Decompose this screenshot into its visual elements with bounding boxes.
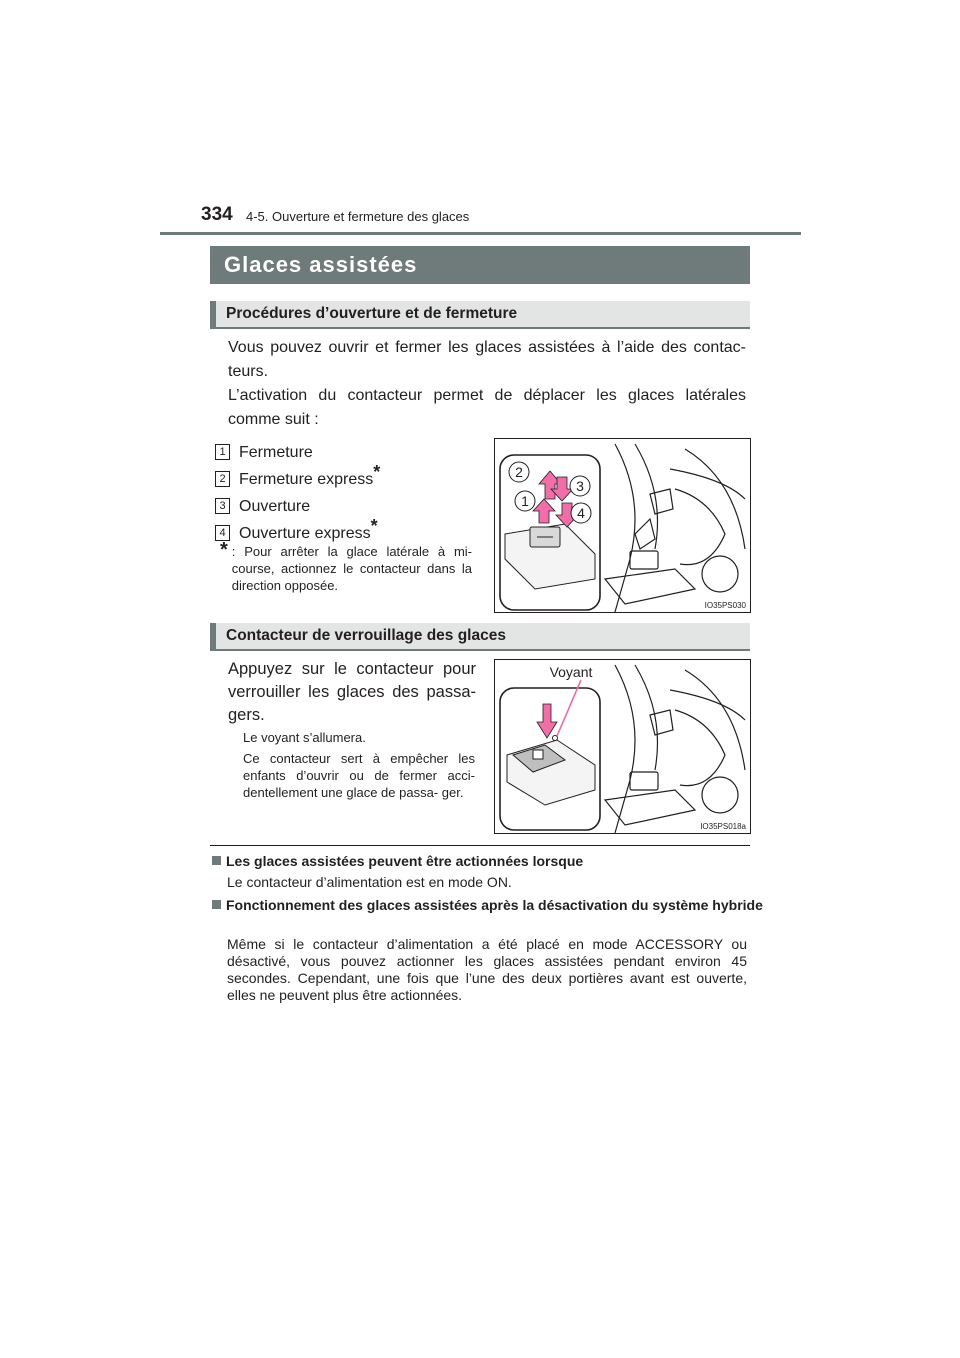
lock-heading: Contacteur de verrouillage des glaces [226, 627, 506, 644]
section-title-bar [210, 246, 750, 284]
item-label: Fermeture express [239, 471, 374, 488]
lock-note-2: Ce contacteur sert à empêcher les enfants d’ouvrir ou de fermer acci- dentellement une glace de passa- ger. [243, 751, 475, 800]
procedures-heading: Procédures d’ouverture et de fermeture [226, 305, 518, 322]
figure-code: IO35PS018a [700, 822, 746, 831]
lock-heading-bar [210, 623, 750, 651]
figure-window-switch [494, 438, 751, 613]
callout-label: 2 [515, 464, 523, 480]
figure-illustration [495, 660, 750, 833]
note-heading: Les glaces assistées peuvent être actionnées lorsque [212, 853, 765, 870]
footnote [220, 539, 472, 594]
procedures-intro-1: Vous pouvez ouvrir et fermer les glaces assistées à l’aide des contac- teurs. [228, 339, 746, 380]
note-heading: Fonctionnement des glaces assistées après la désactivation du système hybride [212, 897, 765, 914]
note-body: Même si le contacteur d’alimentation a été placé en mode ACCESSORY ou désactivé, vous pouvez actionner les glaces assistées pendant environ 45 secondes. Cependant, une fois que l’une des deux portières avant est ouverte, elles ne peuvent plus être actionnées. [227, 936, 747, 1003]
chapter-title: 4-5. Ouverture et fermeture des glaces [246, 209, 470, 224]
callout-label: 1 [521, 493, 529, 509]
footnote-mark: * [220, 539, 228, 561]
figure-lock-switch [494, 659, 751, 834]
square-bullet-icon [212, 900, 221, 909]
list-item [215, 516, 378, 543]
item-label: Fermeture [239, 444, 313, 461]
footnote-text: : Pour arrêter la glace latérale à mi- course, actionnez le contacteur dans la direction opposée. [231, 544, 472, 593]
item-label: Ouverture express [239, 525, 371, 542]
figure-code: IO35PS030 [704, 601, 746, 610]
note-body: Le contacteur d’alimentation est en mode ON. [227, 874, 512, 890]
item-number: 1 [215, 444, 230, 460]
figure-illustration [495, 439, 750, 612]
list-item [215, 435, 313, 462]
section-title: Glaces assistées [224, 252, 418, 277]
item-star: * [370, 516, 378, 536]
lock-instruction: Appuyez sur le contacteur pour verrouiller les glaces des passa- gers. [228, 660, 476, 724]
header-rule [160, 232, 801, 235]
item-number: 2 [215, 471, 230, 487]
list-item [215, 489, 310, 516]
voyant-label: Voyant [549, 664, 593, 680]
lock-note-1: Le voyant s’allumera. [243, 730, 366, 745]
list-item [215, 462, 380, 489]
callout-label: 4 [577, 505, 585, 521]
page-number: 334 [201, 204, 233, 225]
procedures-heading-bar [210, 301, 750, 329]
callout-label: 3 [576, 478, 584, 494]
procedures-intro-2: L’activation du contacteur permet de déplacer les glaces latérales comme suit : [228, 387, 746, 428]
item-number: 3 [215, 498, 230, 514]
item-star: * [373, 462, 381, 482]
square-bullet-icon [212, 856, 221, 865]
item-number: 4 [215, 525, 230, 541]
item-label: Ouverture [239, 498, 311, 515]
notes-separator [210, 845, 750, 846]
